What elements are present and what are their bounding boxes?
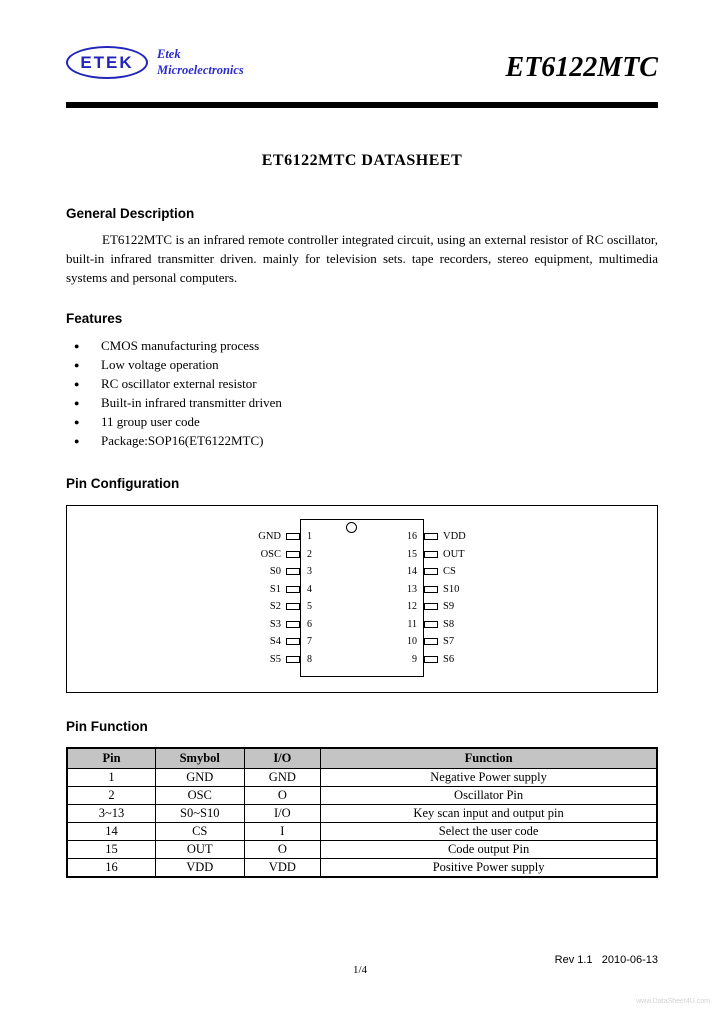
pin-label-left: S2 — [269, 601, 281, 613]
pin-function-heading: Pin Function — [66, 719, 148, 734]
cell-symbol: VDD — [156, 858, 245, 877]
pin-pad-right — [424, 568, 438, 575]
logo-text: ETEK — [80, 52, 134, 72]
bullet-icon: ● — [74, 359, 80, 370]
pin-number-right: 12 — [407, 601, 417, 613]
cell-function: Code output Pin — [321, 840, 657, 858]
cell-io: VDD — [244, 858, 321, 877]
cell-symbol: CS — [156, 822, 245, 840]
bullet-icon: ● — [74, 340, 80, 351]
pin-pad-right — [424, 603, 438, 610]
company-name-line2: Microelectronics — [157, 62, 244, 77]
pin-pad-left — [286, 568, 300, 575]
bullet-icon: ● — [74, 397, 80, 408]
cell-pin: 2 — [67, 786, 156, 804]
feature-item — [66, 336, 658, 355]
revision-line: Rev 1.1 2010-06-13 — [554, 954, 658, 966]
bullet-icon: ● — [74, 435, 80, 446]
table-row — [67, 840, 657, 858]
feature-text: Package:SOP16(ET6122MTC) — [101, 432, 264, 448]
pin-label-right: S8 — [443, 618, 455, 630]
page-header — [66, 46, 658, 94]
pin-number-right: 13 — [407, 583, 417, 595]
general-description-text: ET6122MTC is an infrared remote controller integrated circuit, using an external resistor of RC oscillator, built-in infrared transmitter driven. mainly for television sets. tape recorders, stereo equipment, multimedia systems and personal computers. — [66, 232, 658, 285]
pin-pad-right — [424, 656, 438, 663]
pin-label-right: S10 — [443, 583, 460, 595]
document-title: ET6122MTC DATASHEET — [261, 152, 463, 169]
feature-text: RC oscillator external resistor — [101, 375, 257, 391]
pin-label-left: S5 — [269, 653, 281, 665]
pin-number-right: 14 — [407, 566, 417, 578]
column-header-symbol: Smybol — [156, 748, 245, 768]
pin1-notch-icon — [346, 522, 357, 533]
cell-io: I/O — [244, 804, 321, 822]
pin-pad-left — [286, 638, 300, 645]
pin-number-left: 5 — [307, 601, 312, 613]
pin-pad-right — [424, 638, 438, 645]
cell-symbol: S0~S10 — [156, 804, 245, 822]
pin-label-left: S4 — [269, 636, 281, 648]
pin-label-right: S6 — [443, 653, 455, 665]
cell-pin: 16 — [67, 858, 156, 877]
pin-row — [231, 651, 493, 669]
pin-label-left: S0 — [269, 566, 281, 578]
cell-symbol: GND — [156, 768, 245, 786]
pin-number-right: 16 — [407, 531, 417, 543]
pin-label-right: VDD — [443, 531, 466, 543]
pin-row — [231, 528, 493, 546]
pin-number-left: 6 — [307, 618, 312, 630]
pin-number-left: 1 — [307, 531, 312, 543]
cell-pin: 14 — [67, 822, 156, 840]
table-row — [67, 768, 657, 786]
pin-number-left: 7 — [307, 636, 312, 648]
feature-text: CMOS manufacturing process — [101, 337, 260, 353]
pin-pad-left — [286, 656, 300, 663]
pin-number-right: 11 — [407, 618, 417, 630]
pin-number-right: 15 — [407, 548, 417, 560]
column-header-pin: Pin — [67, 748, 156, 768]
pin-number-left: 8 — [307, 653, 312, 665]
pin-row — [231, 633, 493, 651]
pin-pad-left — [286, 621, 300, 628]
pin-configuration-box — [66, 505, 658, 693]
pin-pad-right — [424, 586, 438, 593]
watermark-text: www.DataSheet4U.com — [636, 998, 710, 1005]
feature-item — [66, 412, 658, 431]
pin-label-right: S7 — [443, 636, 455, 648]
pin-label-right: S9 — [443, 601, 455, 613]
pin-number-right: 9 — [412, 653, 417, 665]
pin-pad-right — [424, 533, 438, 540]
pin-number-left: 2 — [307, 548, 312, 560]
cell-pin: 1 — [67, 768, 156, 786]
cell-pin: 3~13 — [67, 804, 156, 822]
pin-number-right: 10 — [407, 636, 417, 648]
pin-label-right: CS — [443, 566, 456, 578]
pin-number-left: 3 — [307, 566, 312, 578]
feature-item — [66, 374, 658, 393]
pin-pad-left — [286, 551, 300, 558]
pin-label-left: GND — [258, 531, 281, 543]
table-row — [67, 822, 657, 840]
pin-label-left: S1 — [269, 583, 281, 595]
part-number: ET6122MTC — [505, 52, 658, 83]
pin-number-left: 4 — [307, 583, 312, 595]
pin-label-left: OSC — [260, 548, 281, 560]
feature-text: 11 group user code — [101, 413, 200, 429]
features-list — [66, 336, 658, 450]
pin-row — [231, 563, 493, 581]
pin-pad-left — [286, 603, 300, 610]
header-rule — [66, 102, 658, 108]
cell-io: O — [244, 786, 321, 804]
cell-symbol: OUT — [156, 840, 245, 858]
column-header-function: Function — [321, 748, 657, 768]
table-row — [67, 804, 657, 822]
pin-label-left: S3 — [269, 618, 281, 630]
pin-row — [231, 616, 493, 634]
general-description-heading: General Description — [66, 206, 195, 221]
pin-label-right: OUT — [443, 548, 465, 560]
pin-row — [231, 581, 493, 599]
cell-io: O — [244, 840, 321, 858]
cell-function: Positive Power supply — [321, 858, 657, 877]
column-header-io: I/O — [244, 748, 321, 768]
company-name-line1: Etek — [157, 46, 181, 61]
cell-io: I — [244, 822, 321, 840]
pin-pad-right — [424, 621, 438, 628]
feature-item — [66, 355, 658, 374]
features-heading: Features — [66, 311, 123, 326]
cell-function: Select the user code — [321, 822, 657, 840]
pin-function-table — [66, 747, 658, 878]
table-row — [67, 858, 657, 877]
bullet-icon: ● — [74, 378, 80, 389]
pin-pad-left — [286, 533, 300, 540]
company-name — [157, 47, 244, 78]
feature-item — [66, 431, 658, 450]
cell-io: GND — [244, 768, 321, 786]
feature-text: Low voltage operation — [101, 356, 219, 372]
pin-configuration-heading: Pin Configuration — [66, 476, 180, 491]
feature-item — [66, 393, 658, 412]
bullet-icon: ● — [74, 416, 80, 427]
table-row — [67, 786, 657, 804]
cell-function: Negative Power supply — [321, 768, 657, 786]
cell-function: Key scan input and output pin — [321, 804, 657, 822]
cell-symbol: OSC — [156, 786, 245, 804]
pin-pad-left — [286, 586, 300, 593]
etek-logo-icon — [66, 46, 148, 79]
pin-pad-right — [424, 551, 438, 558]
sop16-pin-diagram — [231, 528, 493, 668]
page-number: 1/4 — [352, 964, 368, 976]
table-header-row — [67, 748, 657, 768]
cell-pin: 15 — [67, 840, 156, 858]
cell-function: Oscillator Pin — [321, 786, 657, 804]
pin-row — [231, 546, 493, 564]
pin-row — [231, 598, 493, 616]
feature-text: Built-in infrared transmitter driven — [101, 394, 282, 410]
